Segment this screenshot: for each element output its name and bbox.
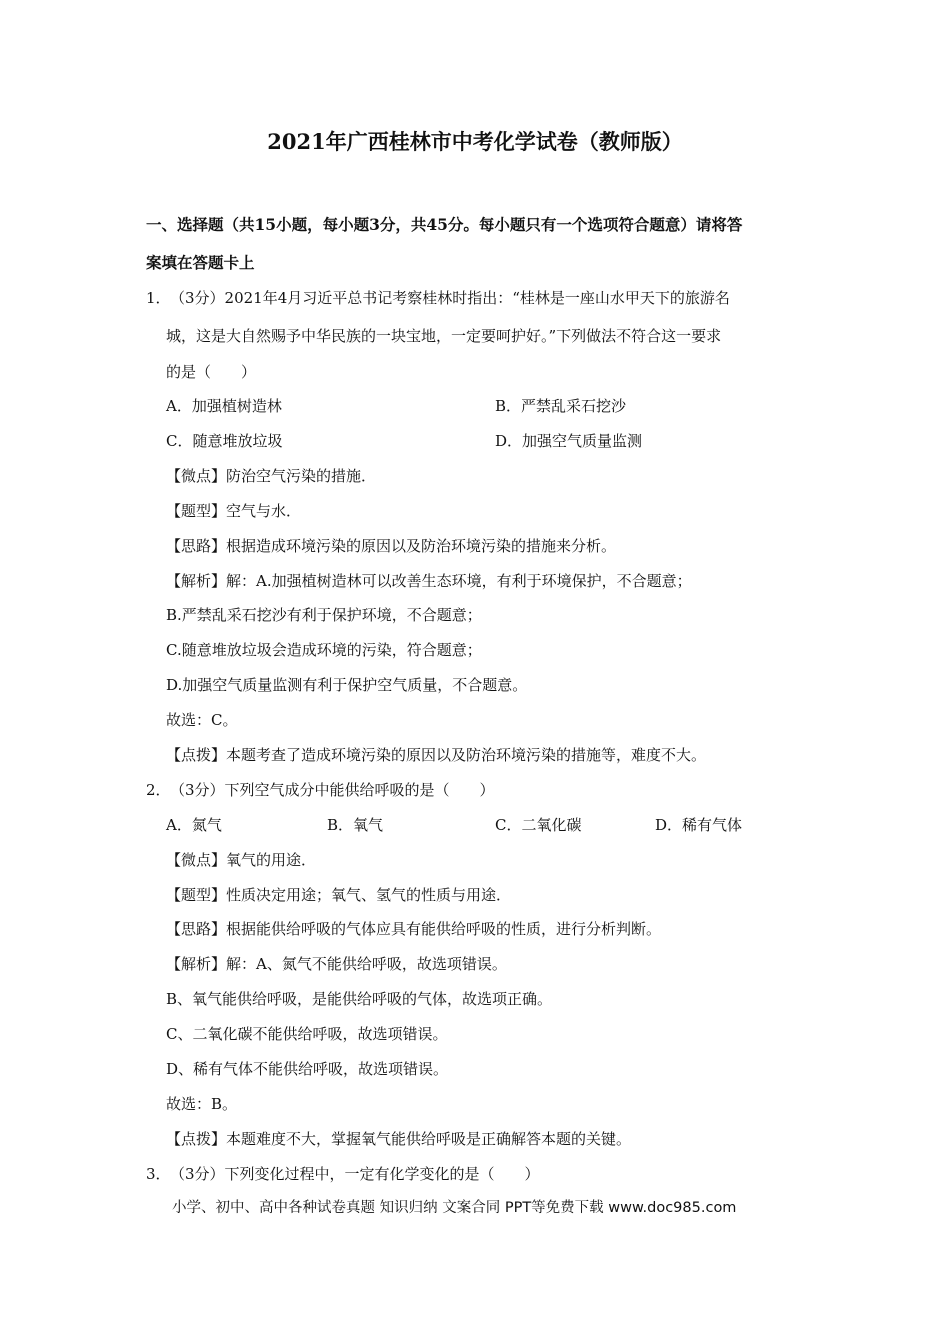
q1-number: 1．: [146, 289, 171, 307]
q2-option-a: A．氮气: [166, 816, 222, 834]
q1-stem-line1: （3分）2021年4月习近平总书记考察桂林时指出：“桂林是一座山水甲天下的旅游名: [170, 289, 730, 307]
q1-stem-line3: 的是（ ）: [166, 363, 257, 381]
q2-answer: 故选：B。: [166, 1095, 238, 1113]
q2-dianbo: 【点拨】本题难度不大，掌握氧气能供给呼吸是正确解答本题的关键。: [166, 1130, 632, 1148]
q2-jiexi-b: B、氧气能供给呼吸，是能供给呼吸的气体，故选项正确。: [166, 990, 553, 1008]
page-footer: 小学、初中、高中各种试卷真题 知识归纳 文案合同 PPT等免费下载 www.doc985.com: [172, 1200, 737, 1216]
q1-option-b: B．严禁乱采石挖沙: [495, 397, 627, 415]
q2-silu: 【思路】根据能供给呼吸的气体应具有能供给呼吸的性质，进行分析判断。: [166, 920, 662, 938]
q2-jiexi-c: C、二氧化碳不能供给呼吸，故选项错误。: [166, 1025, 448, 1043]
q1-stem-line2: 城，这是大自然赐予中华民族的一块宝地，一定要呵护好。”下列做法不符合这一要求: [166, 327, 722, 345]
document-title: 2021年广西桂林市中考化学试卷（教师版）: [267, 129, 683, 154]
q1-jiexi: 【解析】解：A.加强植树造林可以改善生态环境，有利于环境保护，不合题意；: [166, 572, 692, 590]
q1-silu: 【思路】根据造成环境污染的原因以及防治环境污染的措施来分析。: [166, 537, 617, 555]
q1-dianbo: 【点拨】本题考查了造成环境污染的原因以及防治环境污染的措施等，难度不大。: [166, 746, 707, 764]
q2-option-b: B．氧气: [327, 816, 384, 834]
q1-option-a: A．加强植树造林: [166, 397, 282, 415]
q2-tixing: 【题型】性质决定用途；氧气、氢气的性质与用途．: [166, 886, 512, 904]
q1-jiexi-b: B.严禁乱采石挖沙有利于保护环境，不合题意；: [166, 606, 482, 624]
q1-answer: 故选：C。: [166, 711, 238, 729]
q2-weidian: 【微点】氧气的用途．: [166, 851, 317, 869]
q1-jiexi-d: D.加强空气质量监测有利于保护空气质量，不合题意。: [166, 676, 528, 694]
section-heading: 一、选择题（共15小题，每小题3分，共45分。每小题只有一个选项符合题意）请将答: [146, 215, 743, 234]
q2-stem: （3分）下列空气成分中能供给呼吸的是（ ）: [170, 781, 495, 799]
section-heading-continued: 案填在答题卡上: [146, 253, 255, 272]
q3-stem: （3分）下列变化过程中，一定有化学变化的是（ ）: [170, 1165, 540, 1183]
q1-jiexi-c: C.随意堆放垃圾会造成环境的污染，符合题意；: [166, 641, 482, 659]
q2-option-d: D．稀有气体: [655, 816, 743, 834]
q3-number: 3．: [146, 1165, 171, 1183]
q2-number: 2．: [146, 781, 171, 799]
q1-tixing: 【题型】空气与水．: [166, 502, 302, 520]
q1-option-d: D．加强空气质量监测: [495, 432, 643, 450]
q1-option-c: C．随意堆放垃圾: [166, 432, 283, 450]
q2-option-c: C．二氧化碳: [495, 816, 582, 834]
q1-weidian: 【微点】防治空气污染的措施．: [166, 467, 377, 485]
q2-jiexi: 【解析】解：A、氮气不能供给呼吸，故选项错误。: [166, 955, 507, 973]
q2-jiexi-d: D、稀有气体不能供给呼吸，故选项错误。: [166, 1060, 449, 1078]
